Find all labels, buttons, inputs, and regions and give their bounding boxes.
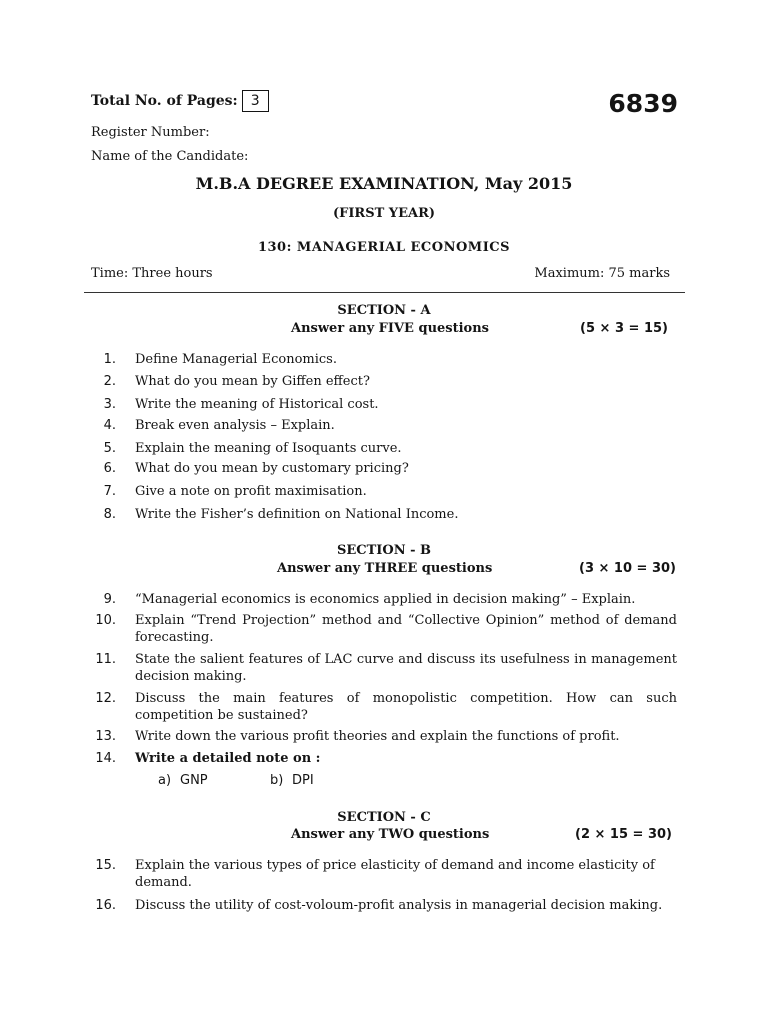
question-text: Discuss the utility of cost-voloum-profit analysis in managerial decision making. — [135, 898, 663, 913]
question-text: Discuss the main features of monopolistic competition. How can such competition be sustained? — [135, 691, 677, 723]
sub-item-text: DPI — [292, 773, 314, 788]
question-text: “Managerial economics is economics applied in decision making” – Explain. — [135, 592, 636, 607]
candidate-name-label: Name of the Candidate: — [91, 149, 249, 164]
question-text: Explain the various types of price elasticity of demand and income elasticity of demand. — [135, 858, 655, 890]
question-number: 9. — [103, 592, 116, 607]
question-number: 6. — [103, 461, 116, 476]
section-c-marks: (2 × 15 = 30) — [575, 827, 672, 842]
exam-time: Time: Three hours — [91, 266, 213, 281]
section-b-heading: SECTION - B — [336, 543, 432, 558]
question-number: 12. — [95, 691, 116, 706]
total-pages-line — [91, 90, 269, 112]
question-number: 8. — [103, 507, 116, 522]
section-c-heading: SECTION - C — [337, 810, 431, 825]
question-number: 16. — [95, 898, 116, 913]
question-text: State the salient features of LAC curve and discuss its usefulness in management decision making. — [135, 652, 677, 684]
question-text: Define Managerial Economics. — [135, 352, 337, 367]
question-text: Break even analysis – Explain. — [135, 418, 335, 433]
question-text: Give a note on profit maximisation. — [135, 484, 367, 499]
section-b-marks: (3 × 10 = 30) — [579, 561, 676, 576]
total-pages-label: Total No. of Pages: — [91, 93, 238, 109]
question-text: Write down the various profit theories and explain the functions of profit. — [135, 729, 620, 744]
header-divider — [84, 292, 685, 293]
sub-item-text: GNP — [180, 773, 208, 788]
question-number: 2. — [103, 374, 116, 389]
sub-item-label: b) — [270, 773, 284, 788]
question-number: 7. — [103, 484, 116, 499]
question-number: 1. — [103, 352, 116, 367]
section-a-marks: (5 × 3 = 15) — [580, 321, 668, 336]
question-number: 14. — [95, 751, 116, 766]
sub-item-label: a) — [158, 773, 172, 788]
question-text: Explain “Trend Projection” method and “Collective Opinion” method of demand forecasting. — [135, 613, 677, 645]
question-number: 5. — [103, 441, 116, 456]
question-number: 11. — [95, 652, 116, 667]
question-text: Write a detailed note on : — [135, 751, 321, 766]
exam-max-marks: Maximum: 75 marks — [534, 266, 670, 281]
question-text: Write the Fisher’s definition on National Income. — [135, 507, 459, 522]
section-b-instruction: Answer any THREE questions — [277, 561, 493, 576]
question-text: Write the meaning of Historical cost. — [135, 397, 379, 412]
total-pages-value: 3 — [242, 90, 269, 112]
exam-subject: 130: MANAGERIAL ECONOMICS — [257, 240, 511, 255]
question-number: 13. — [95, 729, 116, 744]
question-text: What do you mean by customary pricing? — [135, 461, 409, 476]
question-text: What do you mean by Giffen effect? — [135, 374, 370, 389]
section-a-instruction: Answer any FIVE questions — [291, 321, 489, 336]
exam-year: (FIRST YEAR) — [332, 206, 436, 221]
section-c-instruction: Answer any TWO questions — [291, 827, 490, 842]
question-number: 10. — [95, 613, 116, 628]
question-number: 4. — [103, 418, 116, 433]
register-number-label: Register Number: — [91, 125, 210, 140]
question-number: 3. — [103, 397, 116, 412]
section-a-heading: SECTION - A — [337, 303, 431, 318]
paper-code: 6839 — [608, 89, 678, 118]
question-text: Explain the meaning of Isoquants curve. — [135, 441, 402, 456]
exam-title: M.B.A DEGREE EXAMINATION, May 2015 — [195, 174, 573, 193]
question-number: 15. — [95, 858, 116, 873]
